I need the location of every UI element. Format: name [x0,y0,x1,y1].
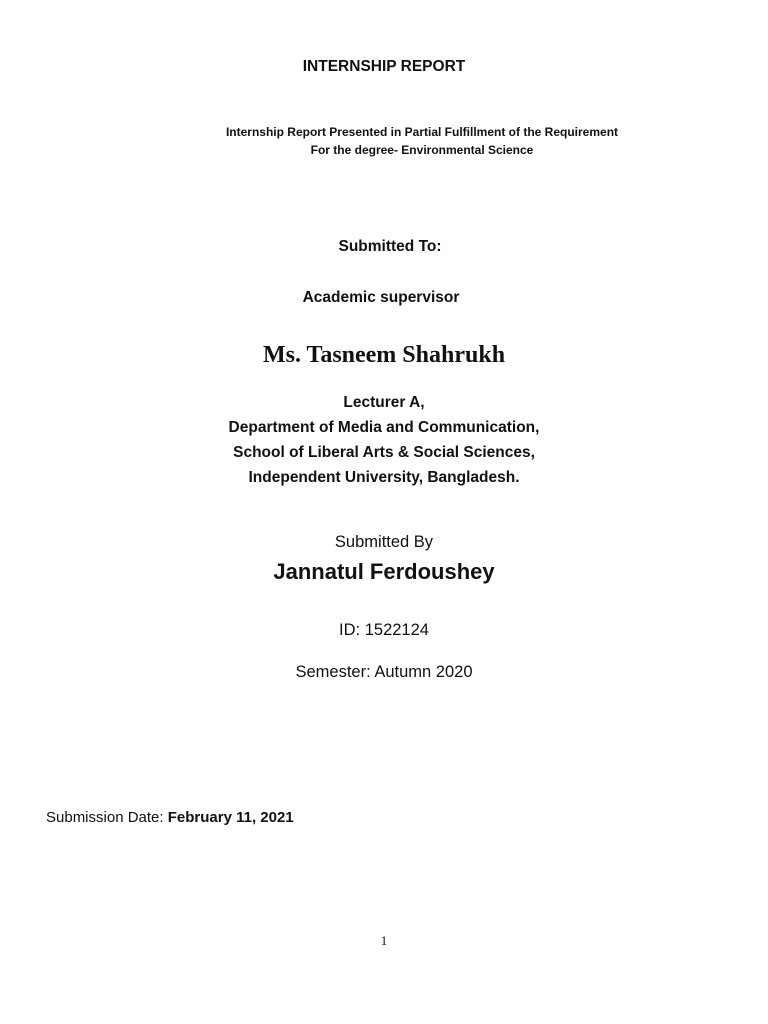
submitted-by-label: Submitted By [334,533,434,551]
semester: Semester: Autumn 2020 [295,663,473,681]
supervisor-title-line: Lecturer A, [343,394,425,411]
student-id: ID: 1522124 [339,621,429,639]
report-subtitle-line-2: For the degree- Environmental Science [310,143,534,157]
supervisor-university-line: Independent University, Bangladesh. [248,469,520,486]
supervisor-school-line: School of Liberal Arts & Social Sciences, [233,444,535,461]
student-name: Jannatul Ferdoushey [273,559,495,584]
submitted-to-label: Submitted To: [338,238,442,255]
supervisor-department-line: Department of Media and Communication, [228,419,540,436]
submission-date-value: February 11, 2021 [167,809,294,826]
supervisor-role: Academic supervisor [302,289,460,306]
page-number: 1 [380,933,388,948]
submission-date [46,810,294,825]
report-subtitle-line-1: Internship Report Presented in Partial Fulfillment of the Requirement [225,125,619,139]
supervisor-name: Ms. Tasneem Shahrukh [262,342,506,368]
submission-date-label: Submission Date: [46,809,168,826]
report-title: INTERNSHIP REPORT [302,58,466,75]
